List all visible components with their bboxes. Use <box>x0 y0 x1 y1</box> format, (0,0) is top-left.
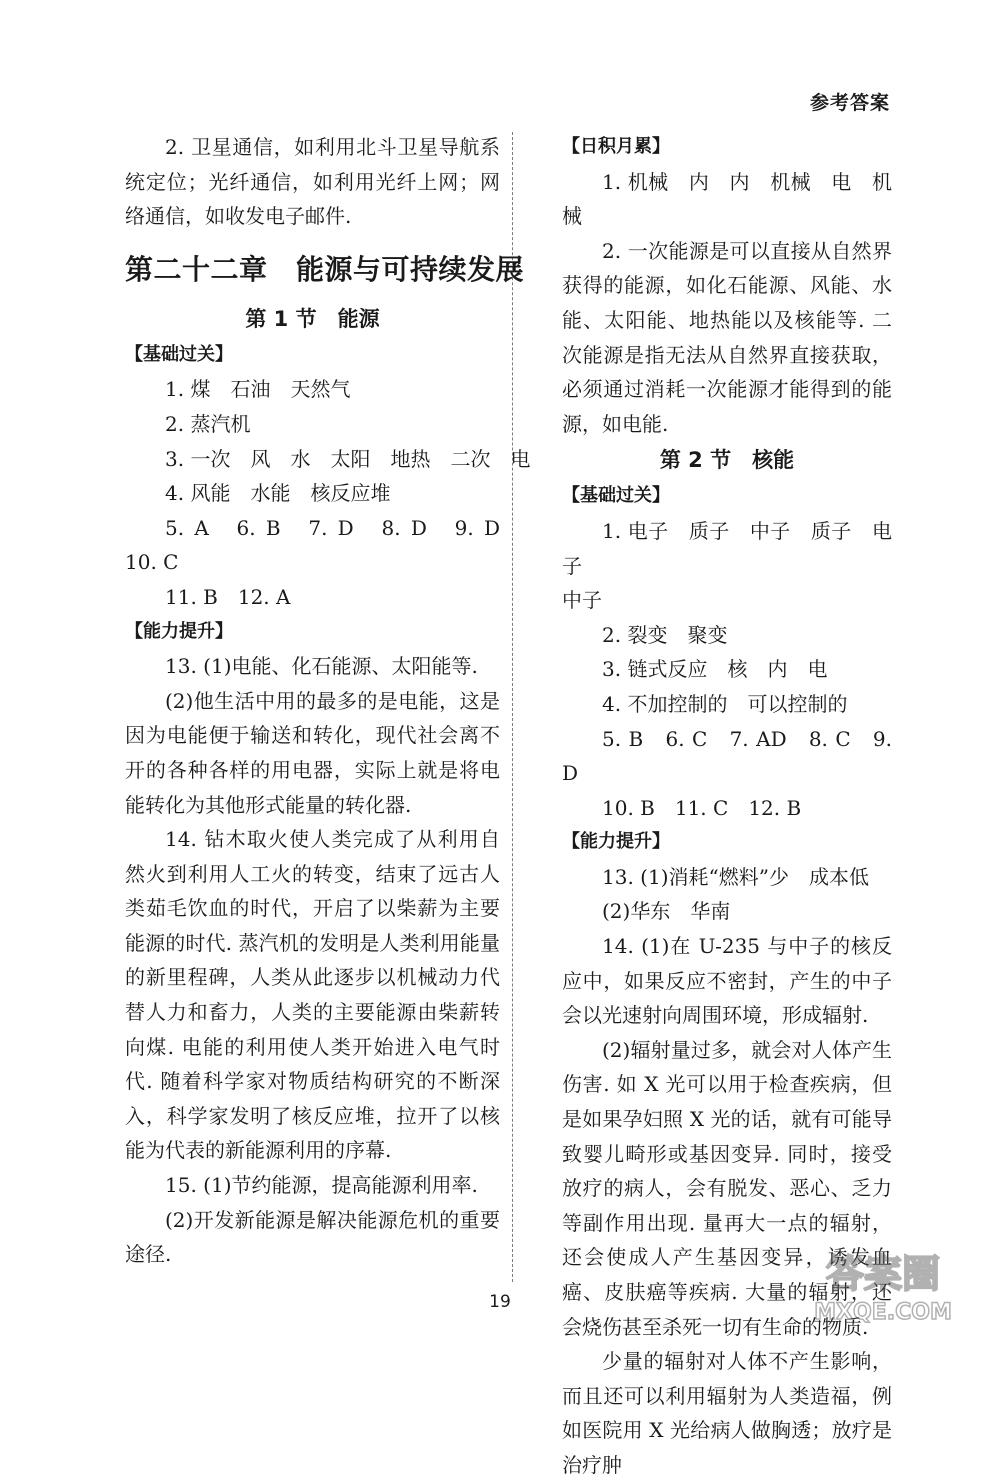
basic-item: 中子 <box>562 588 602 613</box>
ability-heading: 【能力提升】 <box>562 831 670 853</box>
page-header: 参考答案 <box>809 92 890 114</box>
basic-item: 4. 不加控制的 可以控制的 <box>602 691 848 716</box>
basic-item: 5. B 6. C 7. AD 8. C 9. D <box>562 726 892 786</box>
answer-14-1: 14. (1)在 U-235 与中子的核反应中，如果反应不密封，产生的中子会以光速射向周围环境，形成辐射. <box>562 934 892 1028</box>
section-title-2: 第 2 节 核能 <box>659 448 795 473</box>
chapter-title: 第二十二章 能源与可持续发展 <box>125 252 525 286</box>
accumulate-1: 1. 机械 内 内 机械 电 机械 <box>562 169 892 229</box>
basic-item: 5. A 6. B 7. D 8. D 9. D 10. C <box>125 515 520 575</box>
page-number: 19 <box>489 1292 511 1312</box>
basic-item: 3. 链式反应 核 内 电 <box>602 657 828 682</box>
ability-heading: 【能力提升】 <box>125 620 233 642</box>
section-title-1: 第 1 节 能源 <box>245 306 380 331</box>
answer-14-2: (2)辐射量过多，就会对人体产生伤害. 如 X 光可以用于检查疾病，但是如果孕妇照 X 光的话，就有可能导致婴儿畸形或基因变异. 同时，接受放疗的病人，会有脱发、恶心、乏力等副作用出现. 量再大一点的辐射，还会使成人产生基因变异，诱发血癌、皮肤癌等疾病. 大量的辐射，还会烧伤甚至杀死一切有生命的物质. <box>562 1037 892 1339</box>
answer-13-2: (2)华东 华南 <box>602 899 731 924</box>
answer-13-2: (2)他生活中用的最多的是电能，这是因为电能便于输送和转化，现代社会离不开的各种各样的用电器，实际上就是将电能转化为其他形式能量的转化器. <box>125 688 500 817</box>
answer-14: 14. 钻木取火使人类完成了从利用自然火到利用人工火的转变，结束了远古人类茹毛饮血的时代，开启了以柴薪为主要能源的时代. 蒸汽机的发明是人类利用能量的新里程碑，人类从此逐步以机械动力代替人力和畜力，人类的主要能源由柴薪转向煤. 电能的利用使人类开始进入电气时代. 随着科学家对物质结构研究的不断深入，科学家发明了核反应堆，拉开了以核能为代表的新能源利用的序幕. <box>125 827 500 1163</box>
intro-paragraph: 2. 卫星通信，如利用北斗卫星导航系统定位；光纤通信，如利用光纤上网；网络通信，如收发电子邮件. <box>125 135 500 229</box>
basic-item: 1. 电子 质子 中子 质子 电子 <box>562 518 892 578</box>
basic-item: 10. B 11. C 12. B <box>602 795 802 820</box>
basic-item: 2. 裂变 聚变 <box>602 622 728 647</box>
answer-13-1: 13. (1)电能、化石能源、太阳能等. <box>165 654 478 679</box>
accumulate-2: 2. 一次能源是可以直接从自然界获得的能源，如化石能源、风能、水能、太阳能、地热能以及核能等. 二次能源是指无法从自然界直接获取，必须通过消耗一次能源才能得到的能源，如电能. <box>562 238 892 436</box>
basic-item: 1. 煤 石油 天然气 <box>165 377 351 402</box>
basic-item: 4. 风能 水能 核反应堆 <box>165 481 391 506</box>
basic-heading: 【基础过关】 <box>562 485 670 507</box>
basic-item: 3. 一次 风 水 太阳 地热 二次 电 <box>165 446 531 471</box>
answer-14-3: 少量的辐射对人体不产生影响，而且还可以利用辐射为人类造福，例如医院用 X 光给病人做胸透；放疗是治疗肿 <box>562 1349 892 1477</box>
accumulate-heading: 【日积月累】 <box>562 136 670 157</box>
basic-heading: 【基础过关】 <box>125 343 233 365</box>
watermark-url: MXQE.COM <box>814 1300 952 1325</box>
answer-15-2: (2)开发新能源是解决能源危机的重要途径. <box>125 1207 500 1267</box>
watermark-logo <box>788 1243 978 1325</box>
answer-15-1: 15. (1)节约能源，提高能源利用率. <box>165 1173 478 1198</box>
column-divider <box>512 132 513 1282</box>
watermark-text: 答案圈 <box>825 1252 941 1296</box>
left-column <box>125 130 531 1272</box>
basic-item: 11. B 12. A <box>165 584 291 609</box>
basic-item: 2. 蒸汽机 <box>165 411 251 436</box>
answer-13-1: 13. (1)消耗“燃料”少 成本低 <box>602 864 869 889</box>
